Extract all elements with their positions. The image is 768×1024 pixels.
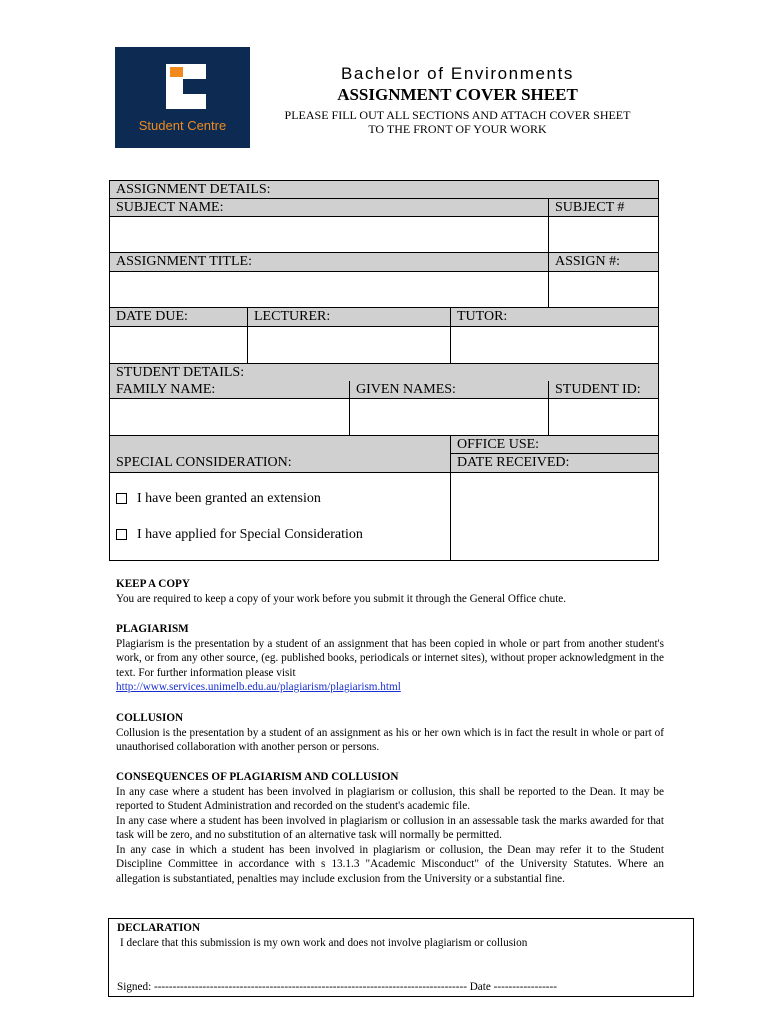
plagiarism-heading: PLAGIARISM (116, 623, 189, 635)
assignment-details-header: ASSIGNMENT DETAILS: (110, 181, 658, 199)
date-received-label: DATE RECEIVED: (451, 454, 658, 473)
student-details-header: STUDENT DETAILS: (110, 364, 658, 381)
consequences-para-1: In any case where a student has been involved in plagiarism or collusion, this shall be reported to the Dean. It may be reported to Student Administration and recorded on the student's academic file. (116, 785, 664, 812)
special-consideration-option-label: I have applied for Special Consideration (137, 527, 363, 542)
document-header (250, 63, 665, 136)
date-due-label: DATE DUE: (110, 308, 248, 327)
plagiarism-link[interactable]: http://www.services.unimelb.edu.au/plagiarism/plagiarism.html (116, 681, 401, 693)
plagiarism-body: Plagiarism is the presentation by a student of an assignment that has been copied in whole or part from another student's work, or from any other source, (eg. published books, periodicals or internet sites), without proper acknowledgment in the text. For further information please visit (116, 637, 664, 679)
assignment-title-field[interactable] (110, 272, 549, 308)
subject-number-field[interactable] (549, 217, 658, 253)
special-consideration-options (110, 473, 451, 560)
assign-number-label: ASSIGN #: (549, 253, 658, 272)
lecturer-field[interactable] (248, 327, 451, 364)
extension-option[interactable] (116, 490, 321, 507)
collusion-heading: COLLUSION (116, 712, 184, 724)
declaration-box (108, 918, 694, 997)
collusion-section (116, 711, 664, 755)
special-consideration-checkbox[interactable] (116, 529, 127, 540)
page-title: ASSIGNMENT COVER SHEET (337, 85, 578, 104)
family-name-label: FAMILY NAME: (110, 381, 350, 399)
subject-name-field[interactable] (110, 217, 549, 253)
consequences-para-2: In any case where a student has been involved in plagiarism or collusion in an assessable task the marks awarded for that task will be zero, and no substitution of an alternative task will normally be permitted. (116, 814, 664, 841)
logo-text: Student Centre (138, 118, 227, 133)
collusion-body: Collusion is the presentation by a student of an assignment as his or her own which is in fact the result in whole or part of unauthorised collaboration with another person or persons. (116, 726, 664, 753)
student-id-label: STUDENT ID: (549, 381, 658, 399)
declaration-heading: DECLARATION (117, 922, 201, 934)
subject-name-label: SUBJECT NAME: (110, 199, 549, 217)
consequences-section (116, 770, 664, 886)
given-names-label: GIVEN NAMES: (350, 381, 549, 399)
office-use-header: OFFICE USE: (451, 436, 658, 454)
assign-number-field[interactable] (549, 272, 658, 308)
special-consideration-option[interactable] (116, 526, 363, 543)
cover-sheet-form (109, 180, 659, 561)
keep-copy-section (116, 577, 664, 606)
consequences-heading: CONSEQUENCES OF PLAGIARISM AND COLLUSION (116, 771, 399, 783)
family-name-field[interactable] (110, 399, 350, 436)
tutor-field[interactable] (451, 327, 658, 364)
given-names-field[interactable] (350, 399, 549, 436)
instruction-line-1: PLEASE FILL OUT ALL SECTIONS AND ATTACH COVER SHEET (284, 108, 631, 122)
tutor-label: TUTOR: (451, 308, 658, 327)
extension-checkbox[interactable] (116, 493, 127, 504)
keep-copy-body: You are required to keep a copy of your work before you submit it through the General Office chute. (116, 592, 567, 605)
declaration-text: I declare that this submission is my own work and does not involve plagiarism or collusion (120, 937, 528, 949)
keep-copy-heading: KEEP A COPY (116, 578, 190, 590)
subject-number-label: SUBJECT # (549, 199, 658, 217)
plagiarism-section (116, 622, 664, 695)
lecturer-label: LECTURER: (248, 308, 451, 327)
date-received-field[interactable] (451, 473, 658, 560)
student-id-field[interactable] (549, 399, 658, 436)
office-use-spacer (110, 436, 451, 454)
assignment-title-label: ASSIGNMENT TITLE: (110, 253, 549, 272)
degree-subtitle: Bachelor of Environments (340, 64, 575, 83)
logo-mark-icon (166, 64, 206, 109)
extension-label: I have been granted an extension (137, 491, 321, 506)
date-due-field[interactable] (110, 327, 248, 364)
consequences-para-3: In any case in which a student has been involved in plagiarism or collusion, the Dean may refer it to the Student Discipline Committee in accordance with s 13.1.3 "Academic Misconduct" of the University Statutes. Where an allegation is substantiated, penalties may include exclusion from the University or a substantial fine. (116, 843, 664, 885)
signature-line[interactable]: Signed: ------------------------------------------------------------------------------------ Date ----------------- (117, 981, 557, 993)
student-centre-logo (115, 47, 250, 148)
special-consideration-label: SPECIAL CONSIDERATION: (110, 454, 451, 473)
instruction-line-2: TO THE FRONT OF YOUR WORK (368, 122, 547, 136)
